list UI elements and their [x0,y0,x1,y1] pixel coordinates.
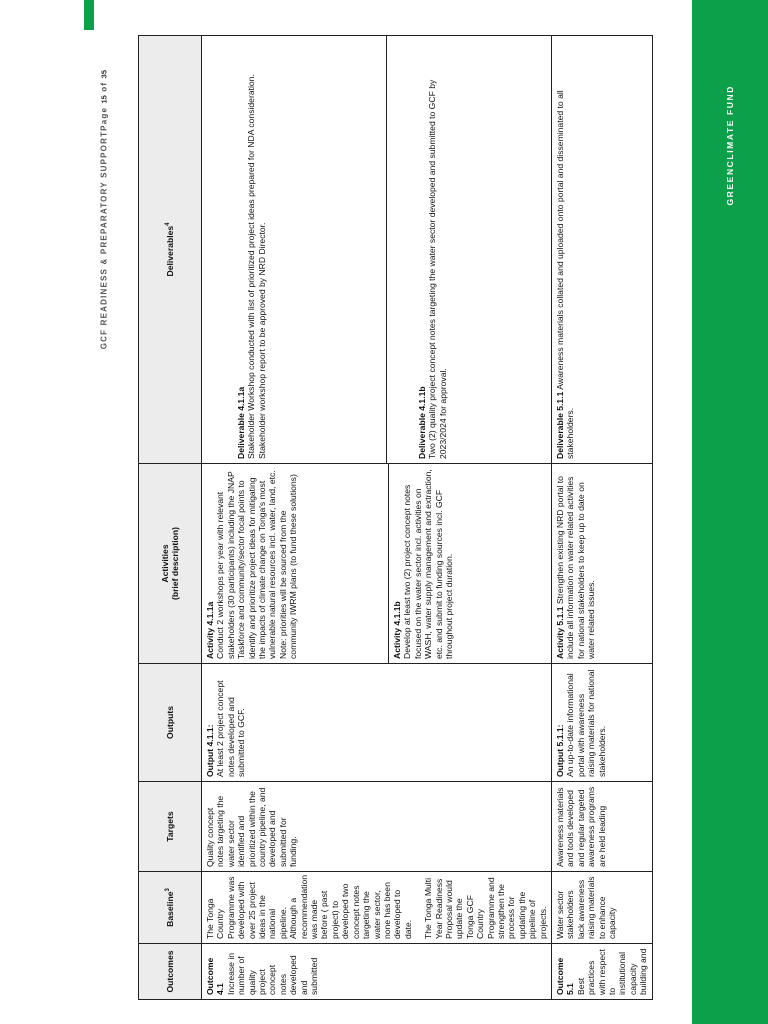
deliverable-cell [202,36,552,464]
activity-text: Conduct 2 workshops per year with relevant stakeholders (30 participants) including the JNAP Taskforce and community/sector focal points to identify and prioritize project ideas for mitigating the impacts of climate change on Tonga's most vulnerable natural resources incl. water, land, etc. [215,470,278,659]
target-cell [202,782,552,872]
col-header-activities [139,464,202,664]
output-text: An up-to-date informational portal with awareness raising materials for national stakeholders. [565,669,607,777]
page-prefix: Page [99,103,109,131]
baseline-cell [202,872,552,944]
output-text: At least 2 project concept notes developed and submitted to GCF. [215,680,247,777]
brand-logo-text [720,0,740,300]
col-deliverables-label: Deliverables [164,225,175,277]
running-header [99,70,109,370]
col-header-outcomes [139,944,202,1000]
col-activities-sublabel: (brief description) [170,526,180,601]
footnote-4: 4 [164,222,171,226]
outcome-text: Best practices with respect to institutional capacity building and [575,948,649,995]
deliverable-text: Stakeholder Workshop conducted with list of prioritized project ideas prepared for NDA consideration. [246,74,257,459]
table-row [202,36,552,1000]
activity-title: Activity 4.1.1b [392,601,402,659]
deliverable-text: Awareness materials collated and uploaded onto portal and disseminated to all stakeholders. [555,90,576,459]
col-outcomes-label: Outcomes [164,950,175,993]
footnote-3: 3 [164,888,171,892]
target-cell [552,782,653,872]
activity-text: Develop at least two (2) project concept notes focused on the water sector incl. activities on WASH, water supply management and extraction, etc. and submit to funding sources incl. GCF throughout project duration. [402,469,455,659]
results-table-wrapper [138,36,649,1000]
page-number: 15 [99,95,109,104]
col-header-targets [139,782,202,872]
output-cell [202,664,552,782]
target-text: Quality concept notes targeting the water sector identified and prioritized within the country pipeline, and developed and submitted for funding. [205,787,299,867]
outcome-cell [202,944,552,1000]
deliverable-text: Two (2) quality project concept notes targeting the water sector developed and submitted to GCF by 2023/2024 for approval. [427,79,448,459]
page-of: of [99,78,109,96]
baseline-text: Water sector stakeholders lack awareness raising materials to enhance capacity [555,876,618,939]
deliverable-title: Deliverable 4.1.1b [417,386,427,459]
outcome-title: Outcome 5.1 [555,957,576,995]
target-text: Awareness materials and tools developed and regular targeted awareness programs are held leading [555,786,607,867]
col-header-outputs [139,664,202,782]
col-activities-label: Activities [159,544,170,583]
baseline-paragraph: The Tonga Country Programme was developed with over 25 project ideas in the national pipeline. Although a recommendation was made before ( past project) to developed two concept notes targeting the water sector, none has been developed to date. [205,874,413,939]
top-accent-strip [84,0,94,30]
outcome-cell [552,944,653,1000]
results-framework-table [138,35,653,1000]
table-row [552,36,653,1000]
deliverable-title: Deliverable 5.1.1 [555,391,565,459]
output-title: Output 4.1.1: [205,724,215,777]
activity-title: Activity 5.1.1 [555,606,565,659]
activity-note: Note: priorities will be sourced from the community IWRM plans (to fund these solutions) [277,474,299,659]
output-cell [552,664,653,782]
baseline-paragraph: The Tonga Multi Year Readiness Proposal would update the Tonga GCF Country Programme and strengthen the process for updating the pipeline of projects. [423,877,548,939]
output-title: Output 5.1.1: [555,724,565,777]
baseline-cell [552,872,653,944]
header-text [100,70,109,349]
col-outputs-label: Outputs [164,706,175,739]
deliverable-note: Stakeholder workshop report to be approved by NRD Director. [256,222,267,459]
deliverable-cell [552,36,653,464]
outcome-text: Increase in number of quality project concept notes developed and submitted [225,952,320,995]
header-title: GCF READINESS & PREPARATORY SUPPORT [99,130,109,350]
outcome-title: Outcome 4.1 [205,957,226,995]
page-total: 35 [99,70,109,79]
activity-cell [202,464,552,664]
activity-cell [552,464,653,664]
col-header-baseline [139,872,202,944]
col-baseline-label: Baseline [164,891,175,927]
deliverable-title: Deliverable 4.1.1a [236,386,246,459]
brand-name: GREENCLIMATE FUND [725,85,735,206]
activity-text: Strengthen existing NRD portal to include all information on water related activities for national stakeholders to keep up to date on water related issues. [555,476,597,659]
table-header-row [139,36,202,1000]
col-header-deliverables [139,36,202,464]
col-targets-label: Targets [164,811,175,842]
activity-title: Activity 4.1.1a [205,601,215,659]
